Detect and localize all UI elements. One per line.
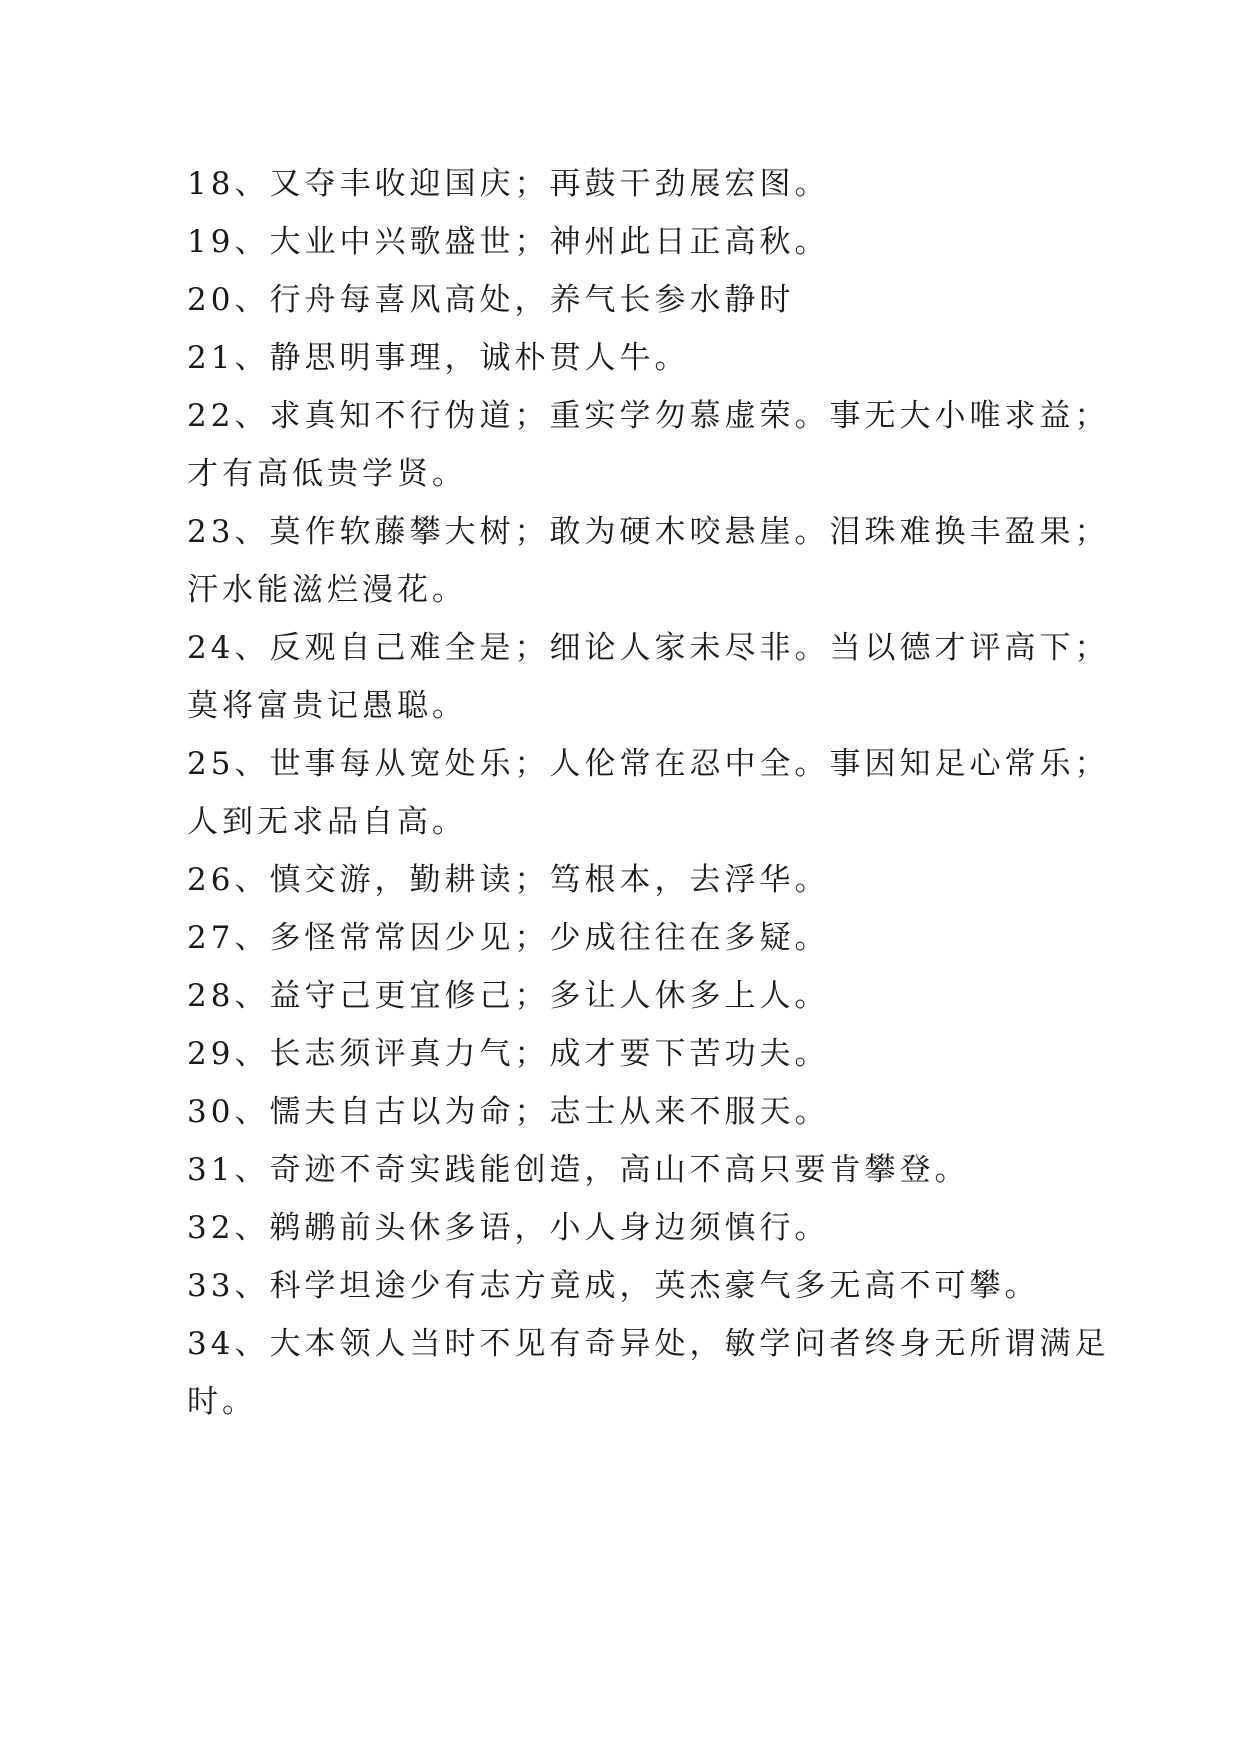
text-line-22-cont: 才有高低贵学贤。 (187, 456, 467, 492)
text-line-30: 30、懦夫自古以为命；志士从来不服天。 (187, 1094, 830, 1130)
text-line-26: 26、慎交游，勤耕读；笃根本，去浮华。 (187, 862, 830, 898)
text-line-31: 31、奇迹不奇实践能创造，高山不高只要肯攀登。 (187, 1152, 970, 1188)
text-line-23-cont: 汗水能滋烂漫花。 (187, 572, 467, 608)
text-line-20: 20、行舟每喜风高处，养气长参水静时 (187, 282, 795, 318)
text-line-33: 33、科学坦途少有志方竟成，英杰豪气多无高不可攀。 (187, 1268, 1040, 1304)
text-line-34-cont: 时。 (187, 1384, 257, 1420)
text-line-32: 32、鹈鹕前头休多语，小人身边须慎行。 (187, 1210, 830, 1246)
text-line-28: 28、益守己更宜修己；多让人休多上人。 (187, 978, 830, 1014)
text-line-34: 34、大本领人当时不见有奇异处，敏学问者终身无所谓满足 (187, 1326, 1110, 1362)
text-line-24-cont: 莫将富贵记愚聪。 (187, 688, 467, 724)
text-line-23: 23、莫作软藤攀大树；敢为硬木咬悬崖。泪珠难换丰盈果； (187, 514, 1110, 550)
text-line-25-cont: 人到无求品自高。 (187, 804, 467, 840)
text-line-18: 18、又夺丰收迎国庆；再鼓干劲展宏图。 (187, 166, 830, 202)
text-line-24: 24、反观自己难全是；细论人家未尽非。当以德才评高下； (187, 630, 1110, 666)
text-line-27: 27、多怪常常因少见；少成往往在多疑。 (187, 920, 830, 956)
text-line-22: 22、求真知不行伪道；重实学勿慕虚荣。事无大小唯求益； (187, 398, 1110, 434)
text-line-21: 21、静思明事理，诚朴贯人牛。 (187, 340, 690, 376)
document-body (187, 155, 1110, 1431)
text-line-19: 19、大业中兴歌盛世；神州此日正高秋。 (187, 224, 830, 260)
text-line-25: 25、世事每从宽处乐；人伦常在忍中全。事因知足心常乐； (187, 746, 1110, 782)
text-line-29: 29、长志须评真力气；成才要下苦功夫。 (187, 1036, 830, 1072)
